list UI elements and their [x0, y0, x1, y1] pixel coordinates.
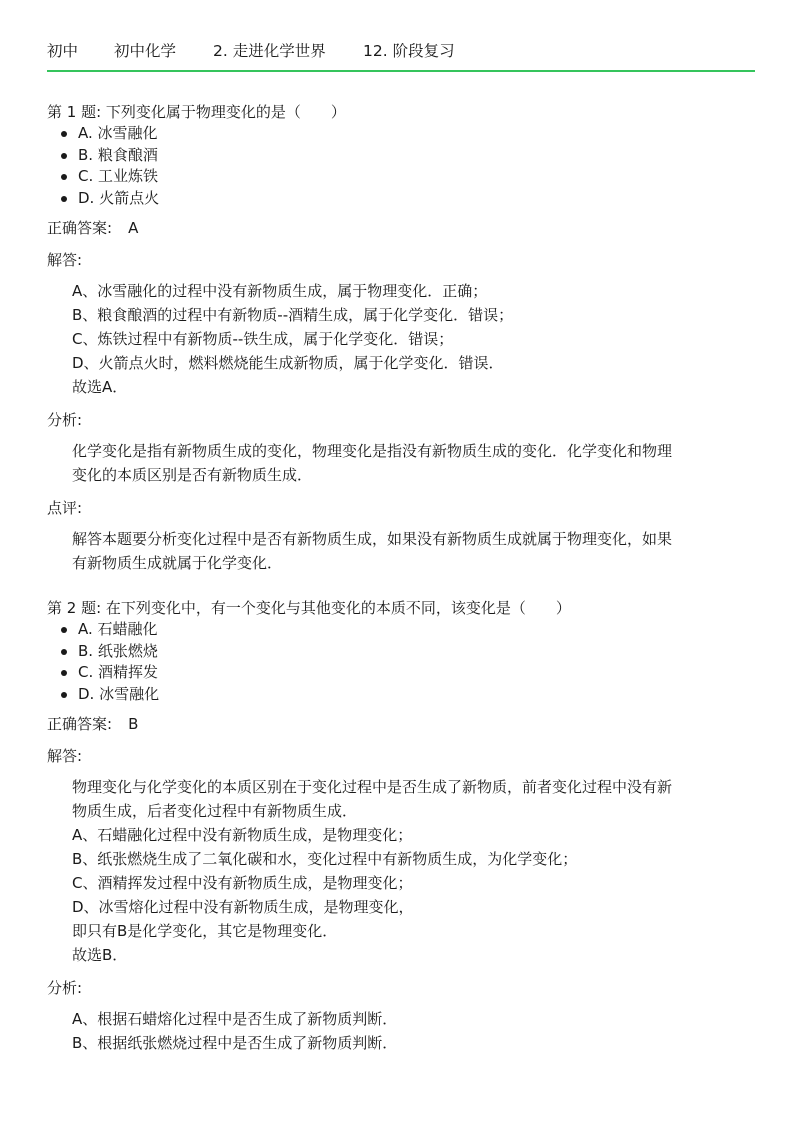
option-item: A. 石蜡融化 [57, 619, 755, 641]
question-1 [47, 101, 755, 575]
solution-label: 解答: [47, 747, 83, 765]
text-line: A、根据石蜡熔化过程中是否生成了新物质判断． [72, 1010, 398, 1028]
text-line: C、酒精挥发过程中没有新物质生成，是物理变化； [72, 874, 413, 892]
question-title: 第 1 题: 下列变化属于物理变化的是（ ） [47, 103, 346, 121]
header-divider [47, 70, 755, 72]
text-line: D、冰雪熔化过程中没有新物质生成，是物理变化， [72, 898, 414, 916]
answer-row [47, 217, 755, 239]
text-line: B、粮食酿酒的过程中有新物质--酒精生成，属于化学变化．错误； [72, 306, 514, 324]
text-line: 变化的本质区别是否有新物质生成． [72, 466, 313, 484]
option-item: D. 火箭点火 [57, 188, 755, 210]
analysis-label: 分析: [47, 411, 83, 429]
answer-label: 正确答案: [47, 715, 113, 733]
option-item: B. 粮食酿酒 [57, 145, 755, 167]
option-item: B. 纸张燃烧 [57, 641, 755, 663]
text-line: 故选B． [72, 946, 128, 964]
text-line: B、根据纸张燃烧过程中是否生成了新物质判断． [72, 1034, 398, 1052]
answer-value: B [128, 715, 139, 733]
comment-text [47, 527, 755, 575]
question-title: 第 2 题: 在下列变化中，有一个变化与其他变化的本质不同，该变化是（ ） [47, 599, 571, 617]
comment-label: 点评: [47, 499, 83, 517]
breadcrumb-level[interactable]: 初中 [47, 42, 79, 60]
text-line: A、冰雪融化的过程中没有新物质生成，属于物理变化．正确； [72, 282, 488, 300]
solution-text [47, 775, 755, 967]
text-line: C、炼铁过程中有新物质--铁生成，属于化学变化．错误； [72, 330, 454, 348]
breadcrumb [47, 40, 455, 62]
text-line: 物理变化与化学变化的本质区别在于变化过程中是否生成了新物质，前者变化过程中没有新 [72, 778, 673, 796]
text-line: 有新物质生成就属于化学变化． [72, 554, 283, 572]
answer-value: A [128, 219, 139, 237]
text-line: 解答本题要分析变化过程中是否有新物质生成，如果没有新物质生成就属于物理变化，如果 [72, 530, 673, 548]
text-line: 物质生成，后者变化过程中有新物质生成． [72, 802, 358, 820]
text-line: 化学变化是指有新物质生成的变化，物理变化是指没有新物质生成的变化．化学变化和物理 [72, 442, 673, 460]
analysis-label: 分析: [47, 979, 83, 997]
option-item: C. 工业炼铁 [57, 166, 755, 188]
breadcrumb-section[interactable]: 12. 阶段复习 [363, 42, 455, 60]
text-line: D、火箭点火时，燃料燃烧能生成新物质，属于化学变化．错误． [72, 354, 504, 372]
answer-row [47, 713, 755, 735]
option-list [47, 123, 755, 209]
option-item: A. 冰雪融化 [57, 123, 755, 145]
solution-label: 解答: [47, 251, 83, 269]
answer-label: 正确答案: [47, 219, 113, 237]
analysis-text [47, 1007, 755, 1055]
solution-text [47, 279, 755, 399]
text-line: 即只有B是化学变化，其它是物理变化． [72, 922, 338, 940]
option-list [47, 619, 755, 705]
option-item: C. 酒精挥发 [57, 662, 755, 684]
text-line: B、纸张燃烧生成了二氧化碳和水，变化过程中有新物质生成，为化学变化； [72, 850, 578, 868]
text-line: 故选A． [72, 378, 128, 396]
breadcrumb-subject[interactable]: 初中化学 [114, 42, 177, 60]
content [47, 101, 755, 1055]
analysis-text [47, 439, 755, 487]
question-2 [47, 597, 755, 1055]
option-item: D. 冰雪融化 [57, 684, 755, 706]
breadcrumb-chapter[interactable]: 2. 走进化学世界 [213, 42, 326, 60]
text-line: A、石蜡融化过程中没有新物质生成，是物理变化； [72, 826, 413, 844]
